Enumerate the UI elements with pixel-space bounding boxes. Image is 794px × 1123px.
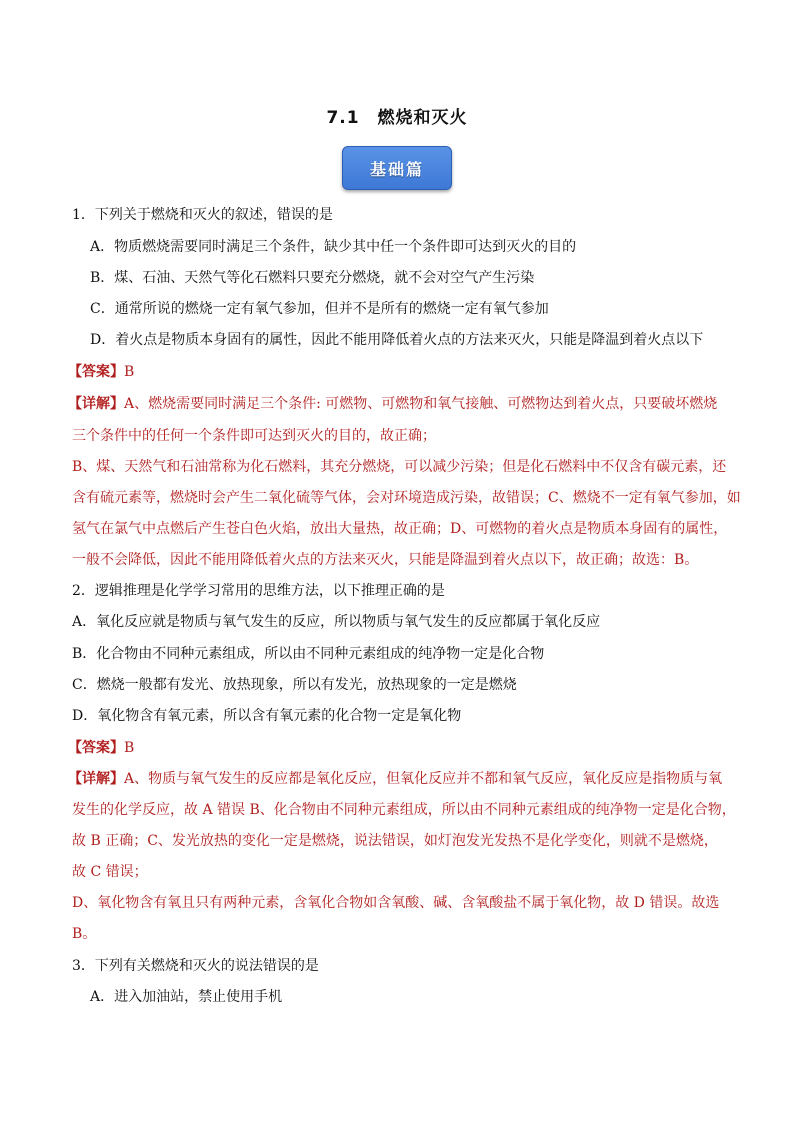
question-1-detail-line: 氢气在氯气中点燃后产生苍白色火焰，放出大量热，故正确；D、可燃物的着火点是物质本身固有的属性， [72, 521, 728, 537]
question-2-option-c: C．燃烧一般都有发光、放热现象，所以有发光，放热现象的一定是燃烧 [72, 677, 517, 693]
question-2-detail-line: 故 B 正确；C、发光放热的变化一定是燃烧，说法错误，如灯泡发光发热不是化学变化，则就不是燃烧， [72, 833, 718, 849]
question-2-stem: 2．逻辑推理是化学学习常用的思维方法，以下推理正确的是 [72, 583, 445, 599]
question-1-detail-line: 三个条件中的任何一个条件即可达到灭火的目的，故正确； [72, 428, 436, 444]
question-1-detail-line: 一般不会降低，因此不能用降低着火点的方法来灭火，只能是降温到着火点以下，故正确；故选：B。 [72, 552, 699, 568]
question-2-answer [68, 739, 728, 757]
question-1-answer [68, 363, 728, 381]
question-1-option-b: B．煤、石油、天然气等化石燃料只要充分燃烧，就不会对空气产生污染 [90, 270, 535, 286]
question-2-detail-line: D、氧化物含有氧且只有两种元素，含氧化合物如含氧酸、碱、含氧酸盐不属于氧化物，故 D 错误。故选 [72, 895, 720, 911]
detail-tag: 【详解】 [68, 771, 124, 787]
question-2-detail-line: B。 [72, 926, 97, 942]
question-3-option-a: A．进入加油站，禁止使用手机 [90, 989, 283, 1005]
question-2-option-d: D．氧化物含有氧元素，所以含有氧元素的化合物一定是氧化物 [72, 708, 462, 724]
question-2-detail-line [68, 770, 728, 788]
question-1-stem: 1．下列关于燃烧和灭火的叙述，错误的是 [72, 207, 333, 223]
question-2-option-b: B．化合物由不同种元素组成，所以由不同种元素组成的纯净物一定是化合物 [72, 646, 545, 662]
question-1-option-a: A．物质燃烧需要同时满足三个条件，缺少其中任一个条件即可达到灭火的目的 [90, 239, 577, 255]
answer-tag: 【答案】 [68, 364, 124, 380]
question-2-option-a: A．氧化反应就是物质与氧气发生的反应，所以物质与氧气发生的反应都属于氧化反应 [72, 614, 601, 630]
question-2-detail-line: 故 C 错误； [72, 864, 148, 880]
answer-value: B [124, 740, 135, 756]
question-1-detail-line [68, 395, 728, 413]
question-3-stem: 3．下列有关燃烧和灭火的说法错误的是 [72, 958, 319, 974]
question-2-detail-line: 发生的化学反应，故 A 错误 B、化合物由不同种元素组成，所以由不同种元素组成的纯净物一定是化合物， [72, 802, 736, 818]
detail-tag: 【详解】 [68, 396, 124, 412]
page-title: 7.1 燃烧和灭火 [326, 108, 468, 128]
detail-text: A、物质与氧气发生的反应都是氧化反应，但氧化反应并不都和氧气反应，氧化反应是指物质与氧 [124, 771, 723, 787]
question-1-detail-line: 含有硫元素等，燃烧时会产生二氧化硫等气体，会对环境造成污染，故错误；C、燃烧不一定有氧气参加，如 [72, 490, 741, 506]
question-1-option-d: D．着火点是物质本身固有的属性，因此不能用降低着火点的方法来灭火，只能是降温到着火点以下 [90, 332, 704, 348]
section-banner: 基础篇 [342, 146, 452, 190]
answer-tag: 【答案】 [68, 740, 124, 756]
question-1-option-c: C．通常所说的燃烧一定有氧气参加，但并不是所有的燃烧一定有氧气参加 [90, 301, 549, 317]
detail-text: A、燃烧需要同时满足三个条件: 可燃物、可燃物和氧气接触、可燃物达到着火点，只要破坏燃烧 [124, 396, 718, 412]
question-1-detail-line: B、煤、天然气和石油常称为化石燃料，其充分燃烧，可以减少污染；但是化石燃料中不仅含有碳元素，还 [72, 459, 727, 475]
answer-value: B [124, 364, 135, 380]
